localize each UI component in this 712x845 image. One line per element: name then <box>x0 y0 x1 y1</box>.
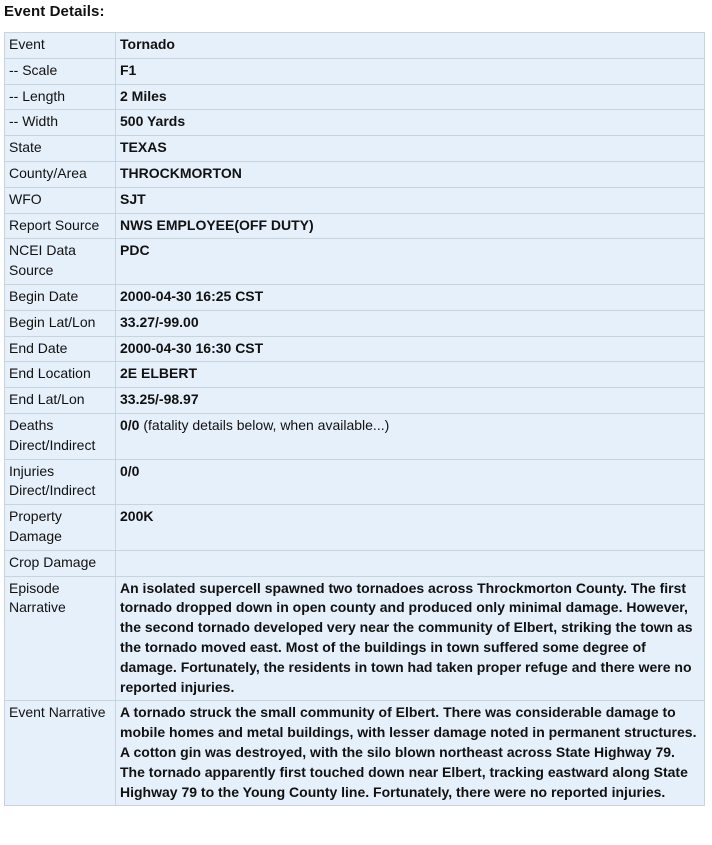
table-row-begin-latlon <box>5 310 705 336</box>
row-label: Episode Narrative <box>5 576 116 701</box>
deaths-note: (fatality details below, when available...) <box>139 416 390 433</box>
deaths-value: 0/0 <box>120 416 140 433</box>
row-label: Event <box>5 33 116 59</box>
row-label: End Date <box>5 336 116 362</box>
row-label: Begin Date <box>5 284 116 310</box>
row-label: State <box>5 136 116 162</box>
table-row-event <box>5 33 705 59</box>
row-value: 2000-04-30 16:30 CST <box>116 336 705 362</box>
table-row-county <box>5 161 705 187</box>
event-details-table <box>4 32 705 806</box>
table-row-end-date <box>5 336 705 362</box>
row-label: NCEI Data Source <box>5 239 116 285</box>
row-value: PDC <box>116 239 705 285</box>
table-row-state <box>5 136 705 162</box>
row-label: End Location <box>5 362 116 388</box>
row-value: 2000-04-30 16:25 CST <box>116 284 705 310</box>
row-value: 500 Yards <box>116 110 705 136</box>
row-label: -- Scale <box>5 58 116 84</box>
page-title: Event Details: <box>4 3 105 20</box>
row-value: 33.25/-98.97 <box>116 388 705 414</box>
table-row-end-latlon <box>5 388 705 414</box>
row-label: -- Length <box>5 84 116 110</box>
row-value: 0/0 <box>116 459 705 505</box>
row-label: -- Width <box>5 110 116 136</box>
row-value: 33.27/-99.00 <box>116 310 705 336</box>
table-row-begin-date <box>5 284 705 310</box>
table-row-event-narrative <box>5 701 705 806</box>
table-row-end-location <box>5 362 705 388</box>
table-row-deaths <box>5 413 705 459</box>
row-value <box>116 550 705 576</box>
row-label: Begin Lat/Lon <box>5 310 116 336</box>
row-label: Deaths Direct/Indirect <box>5 413 116 459</box>
table-row-report-source <box>5 213 705 239</box>
row-value: THROCKMORTON <box>116 161 705 187</box>
table-row-scale <box>5 58 705 84</box>
row-label: Event Narrative <box>5 701 116 806</box>
row-value: NWS EMPLOYEE(OFF DUTY) <box>116 213 705 239</box>
row-value: TEXAS <box>116 136 705 162</box>
row-value: 2 Miles <box>116 84 705 110</box>
table-row-length <box>5 84 705 110</box>
table-row-episode-narrative <box>5 576 705 701</box>
row-value: F1 <box>116 58 705 84</box>
row-label: End Lat/Lon <box>5 388 116 414</box>
row-label: Report Source <box>5 213 116 239</box>
row-label: Property Damage <box>5 505 116 551</box>
row-value: 2E ELBERT <box>116 362 705 388</box>
row-value: A tornado struck the small community of Elbert. There was considerable damage to mobile homes and metal buildings, with lesser damage noted in permanent structures. A cotton gin was destroyed, with the silo blown northeast across State Highway 79. The tornado apparently first touched down near Elbert, tracking eastward along State Highway 79 to the Young County line. Fortunately, there were no reported injuries. <box>116 701 705 806</box>
table-row-injuries <box>5 459 705 505</box>
table-row-property-damage <box>5 505 705 551</box>
row-label: Crop Damage <box>5 550 116 576</box>
row-value: Tornado <box>116 33 705 59</box>
row-value: An isolated supercell spawned two tornadoes across Throckmorton County. The first tornado dropped down in open county and produced only minimal damage. However, the second tornado developed very near the community of Elbert, striking the town as the tornado moved east. Most of the buildings in town suffered some degree of damage. Fortunately, the residents in town had taken proper refuge and there were no reported injuries. <box>116 576 705 701</box>
table-row-wfo <box>5 187 705 213</box>
table-row-width <box>5 110 705 136</box>
row-label: County/Area <box>5 161 116 187</box>
row-value <box>116 413 705 459</box>
row-value: 200K <box>116 505 705 551</box>
table-row-ncei-source <box>5 239 705 285</box>
row-label: WFO <box>5 187 116 213</box>
row-value: SJT <box>116 187 705 213</box>
row-label: Injuries Direct/Indirect <box>5 459 116 505</box>
table-row-crop-damage <box>5 550 705 576</box>
